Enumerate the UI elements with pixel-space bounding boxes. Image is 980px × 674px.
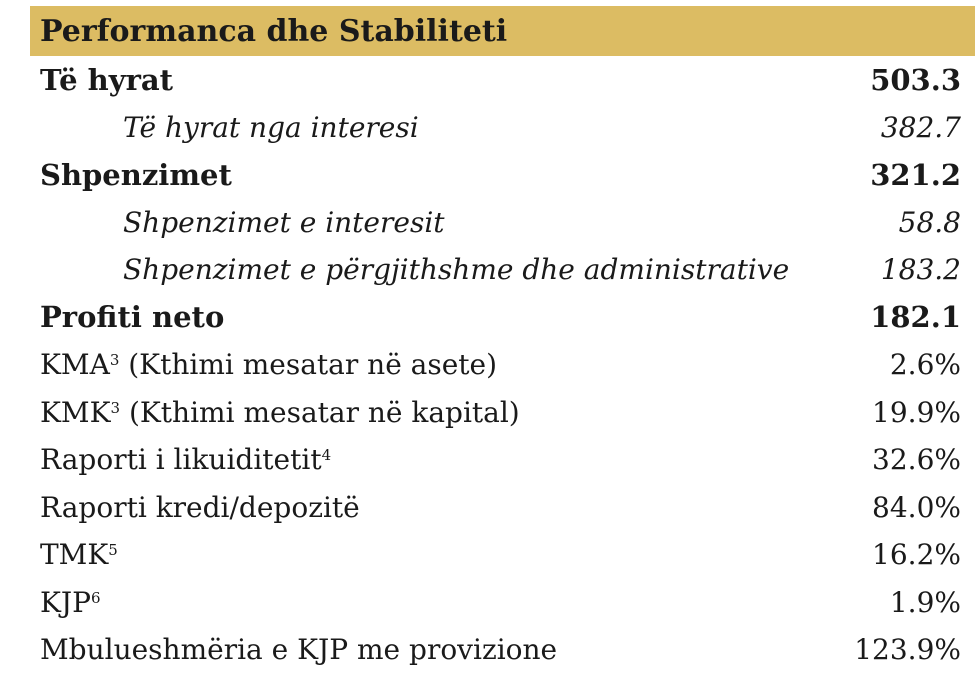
table-row-kjp-coverage <box>30 626 975 674</box>
table-header <box>30 6 975 56</box>
footnote-marker: 4 <box>321 446 332 465</box>
table-row-tmk <box>30 531 975 579</box>
row-value: 84.0% <box>872 490 961 524</box>
footnote-marker: 3 <box>109 351 120 370</box>
row-value: 16.2% <box>872 538 961 572</box>
row-value: 1.9% <box>889 585 961 619</box>
row-label <box>40 586 101 619</box>
label-prefix: KMA <box>40 348 110 382</box>
label-suffix: (Kthimi mesatar në kapital) <box>120 395 520 429</box>
footnote-marker: 5 <box>108 541 118 560</box>
table-row-admin-expenses <box>30 246 975 294</box>
row-value: 183.2 <box>880 253 961 287</box>
footnote-marker: 6 <box>90 588 101 607</box>
row-label: Të hyrat <box>40 62 174 97</box>
row-value: 182.1 <box>870 300 961 335</box>
table-row-revenue <box>30 56 975 104</box>
row-value: 503.3 <box>870 62 961 97</box>
label-suffix: (Kthimi mesatar në asete) <box>119 348 498 382</box>
performance-table <box>30 6 975 674</box>
row-value: 58.8 <box>898 205 961 239</box>
row-label: Shpenzimet e përgjithshme dhe administrative <box>123 253 790 287</box>
table-row-net-profit <box>30 294 975 342</box>
row-value: 2.6% <box>889 348 961 382</box>
row-value: 123.9% <box>854 633 961 667</box>
label-prefix: KJP <box>40 585 91 619</box>
table-row-roe <box>30 389 975 437</box>
row-label: Shpenzimet e interesit <box>123 205 445 239</box>
row-label: Profiti neto <box>40 300 225 335</box>
row-label <box>40 348 497 381</box>
row-value: 32.6% <box>872 443 961 477</box>
table-row-liquidity <box>30 436 975 484</box>
label-prefix: KMK <box>40 395 111 429</box>
footnote-marker: 3 <box>110 398 121 417</box>
table-row-interest-expenses <box>30 199 975 247</box>
row-label: Raporti kredi/depozitë <box>40 490 360 524</box>
table-row-expenses <box>30 151 975 199</box>
row-value: 382.7 <box>880 110 961 144</box>
table-row-roa <box>30 341 975 389</box>
table-row-loan-deposit <box>30 484 975 532</box>
row-label <box>40 396 520 429</box>
table-row-interest-revenue <box>30 104 975 152</box>
label-prefix: Raporti i likuiditetit <box>40 443 322 477</box>
row-label: Mbulueshmëria e KJP me provizione <box>40 633 558 667</box>
row-label: Shpenzimet <box>40 157 232 192</box>
row-value: 321.2 <box>870 157 961 192</box>
label-prefix: TMK <box>40 538 109 572</box>
row-value: 19.9% <box>872 395 961 429</box>
row-label <box>40 538 118 571</box>
table-title: Performanca dhe Stabiliteti <box>40 13 508 49</box>
row-label: Të hyrat nga interesi <box>123 110 419 144</box>
table-row-kjp <box>30 579 975 627</box>
row-label <box>40 443 331 476</box>
